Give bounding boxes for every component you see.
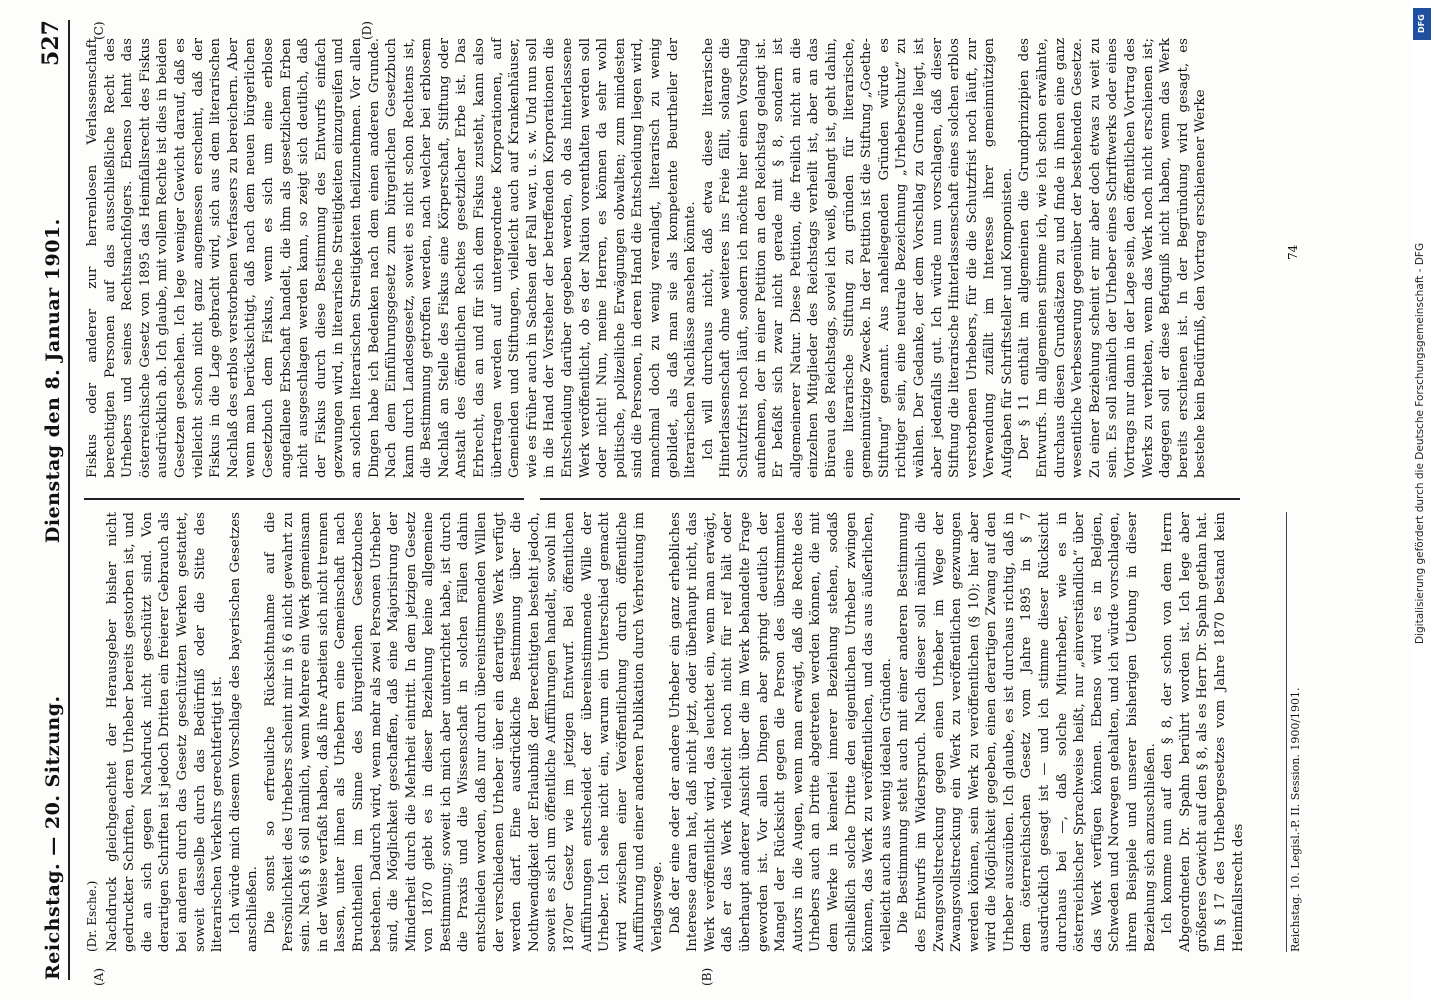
header-title: Reichstag. — 20. Sitzung. (42, 695, 64, 980)
header-date: Dienstag den 8. Januar 1901. (42, 218, 64, 544)
digitization-notice: Digitalisierung gefördert durch die Deutsche Forschungsgemeinschaft - DFG (1414, 242, 1426, 644)
page-header (24, 20, 70, 980)
dfg-logo: DFG (1413, 8, 1431, 40)
paragraph: Der § 11 enthält im allgemeinen die Grundprinzipien des Entwurfs. Im allgemeinen stimme ich, wie ich schon erwähnte, durchaus diesen Grundsätzen zu und finde in ihnen eine ganz wesentliche Verbesserung gegenüber der bestehenden Gesetze. Zu einer Beziehung scheint er mir aber doch etwas zu weit zu sein. Es soll nämlich der Urheber eines Schriftwerks oder eines Vortrags nur dann in der Lage sein, den öffentlichen Vortrag des Werks zu verbieten, wenn das Werk noch nicht erschienen ist; dagegen soll er diese Befugniß nicht haben, wenn das Werk bereits erschienen ist. In der Begründung wird gesagt, es bestehe kein Bedürfniß, den Vortrag erschienener Werke (1017, 38, 1209, 478)
paragraph: Ich will durchaus nicht, daß etwa diese literarische Hinterlassenschaft ohne weiteres ins Freie fällt, solange die Schutzfrist noch läuft, sondern ich möchte hier einen Vorschlag aufnehmen, der in einer Petition an den Reichstag gelangt ist. Er befaßt sich zwar nicht gerade mit § 8, sondern ist allgemeinerer Natur. Diese Petition, die freilich nicht an die einzelnen Mitglieder des Reichstags verheilt ist, aber an das Büreau des Reichstags, soviel ich weiß, gelangt ist, geht dahin, eine literarische Stiftung zu gründen für literarische, gemeinnützige Zwecke. In der Petition ist die Stiftung „Goethe-Stiftung“ genannt. Aus naheliegenden Gründen würde es richtiger sein, eine neutrale Bezeichnung „Urheberschutz“ zu wählen. Der Gedanke, der dem Vorschlag zu Grunde liegt, ist aber jedenfalls gut. Ich würde nun vorschlagen, daß dieser Stiftung die literarische Hinterlassenschaft eines solchen erblos verstorbenen Urhebers, für die die Schutzfrist noch läuft, zur Verwendung zufällt im Interesse ihrer gemeinnützigen Aufgaben für Schriftsteller und Komponisten. (700, 38, 1015, 478)
speaker-label: (Dr. Esche.) (85, 880, 99, 952)
left-column (84, 512, 1247, 952)
margin-marker-a: (A) (92, 967, 106, 986)
paragraph: Ich komme nun auf den § 8, der schon von dem Herrn Abgeordneten Dr. Spahn berührt worden ist. Ich lege aber größeres Gewicht auf den § 8, als es Herr Dr. Spahn gethan hat. Im § 17 des Urhebergesetzes vom Jahre 1870 bestand kein Heimfallsrecht des (1160, 512, 1246, 952)
paragraph: Die sonst so erfreuliche Rücksichtnahme auf die Persönlichkeit des Urhebers scheint mir in § 6 nicht gewahrt zu sein. Nach § 6 soll nämlich, wenn Mehrere ein Werk gemeinsam in der Weise verfaßt haben, daß ihre Arbeiten sich nicht trennen lassen, unter ihnen als Urhebern eine Gemeinschaft nach Bruchtheilen im Sinne des bürgerlichen Gesetzbuches bestehen. Dadurch wird, wenn mehr als zwei Personen Urheber sind, die Möglichkeit geschaffen, daß eine Majorisirung der Minderheit durch die Mehrheit eintritt. In dem jetzigen Gesetz von 1870 giebt es in dieser Beziehung keine allgemeine Bestimmung; soweit ich mich aber unterrichtet habe, ist durch die Praxis und die Wissenschaft in solchen Fällen dahin entschieden worden, daß nur durch übereinstimmenden Willen der verschiedenen Urheber über ein derartiges Werk verfügt werden darf. Eine ausdrückliche Bestimmung über die Nothwendigkeit der Erlaubniß der Berechtigten besteht jedoch, soweit es sich um öffentliche Aufführungen handelt, sowohl im 1870er Gesetz wie im jetzigen Entwurf. Bei öffentlichen Aufführungen entscheidet der übereinstimmende Wille der Urheber. Ich sehe nicht ein, warum ein Unterschied gemacht wird zwischen einer Veröffentlichung durch öffentliche Aufführung und einer anderen Publikation durch Verbreitung im Verlagswege. (262, 512, 665, 952)
margin-marker-d: (D) (360, 21, 374, 40)
margin-marker-b: (B) (700, 967, 714, 986)
paragraph: Fiskus oder anderer zur herrenlosen Verlassenschaft berechtigten Personen auf das ausschließliche Recht des Urhebers und seines Rechtsnachfolgers. Ebenso lehnt das österreichische Gesetz von 1895 das Heimfallsrecht des Fiskus ausdrücklich ab. Ich glaube, mit vollem Rechte ist dies in beiden Gesetzen geschehen. Ich lege weniger Gewicht darauf, daß es vielleicht schon nicht ganz angemessen erscheint, daß der Fiskus in die Lage gebracht wird, sich aus dem literarischen Nachlaß des erblos verstorbenen Verfassers zu bereichern. Aber wenn man berücksichtigt, daß nach dem neuen bürgerlichen Gesetzbuch dem Fiskus, wenn es sich um eine erblose angefallene Erbschaft handelt, die ihm als gesetzlichem Erben nicht ausgeschlagen werden kann, so zeigt sich deutlich, daß der Fiskus durch diese Bestimmung des Entwurfs einfach gezwungen wird, in literarische Streitigkeiten einzugreifen und an solchen literarischen Streitigkeiten theilzunehmen. Vor allen Dingen habe ich Bedenken nach dem einen anderen Grunde. Nach dem Einführungsgesetz zum bürgerlichen Gesetzbuch kann durch Landesgesetz, soweit es nicht schon Rechtens ist, die Bestimmung getroffen werden, nach welcher bei erblosem Nachlaß an Stelle des Fiskus eine Körperschaft, Stiftung oder Anstalt des öffentlichen Rechtes gesetzlicher Erbe ist. Das Erbrecht, das an und für sich dem Fiskus zusteht, kann also übertragen werden auf untergeordnete Korporationen, auf Gemeinden und Stiftungen, vielleicht auch auf Krankenhäuser, wie es früher auch in Sachsen der Fall war, u. s. w. Und nun soll in die Hand der Vorsteher der betreffenden Korporationen die Entscheidung darüber gegeben werden, ob das hinterlassene Werk veröffentlicht, ob es der Nation vorenthalten werden soll oder nicht! Nun, meine Herren, es können da sehr wohl politische, polizeiliche Erwägungen obwalten; zum mindesten sind die Personen, in deren Hand die Entscheidung liegen wird, manchmal doch zu wenig veranlagt, literarisch zu wenig gebildet, als daß man sie als kompetente Beurtheiler der literarischen Nachlässe ansehen könnte. (85, 38, 699, 478)
paragraph: Daß der eine oder der andere Urheber ein ganz erhebliches Interesse daran hat, daß nicht jetzt, oder überhaupt nicht, das Werk veröffentlicht wird, das leuchtet ein, wenn man erwägt, daß er das Werk vielleicht noch nicht für reif hält oder überhaupt anderer Ansicht über die im Werk behandelte Frage geworden ist. Vor allen Dingen aber springt deutlich der Mangel der Rücksicht gegen die Person des überstimmten Autors in die Augen, wenn man erwägt, daß die Rechte des Urhebers auch an Dritte abgetreten werden können, die mit dem Werke in keinerlei innerer Beziehung stehen, sodaß schließlich solche Dritte den eigentlichen Urheber zwingen können, das Werk zu veröffentlichen, und das aus äußerlichen, vielleicht auch aus wenig idealen Gründen. (667, 512, 894, 952)
page-number: 527 (38, 20, 64, 66)
column-divider (84, 498, 524, 500)
sheet-number: 74 (1286, 244, 1300, 260)
page-footer: Reichstag. 10. Legisl.-P. II. Session. 1900/1901. (1286, 512, 1302, 952)
paragraph: Nachdruck gleichgeachtet der Herausgeber bisher nicht gedruckter Schriften, deren Urheber bereits gestorben ist, und die an sich gegen Nachdruck nicht geschützt sind. Von derartigen Schriften ist jedoch Dritten ein freierer Gebrauch als bei anderen durch das Gesetz geschützten Werken gestattet, soweit dasselbe durch das Bedürfniß oder die Sitte des literarischen Verkehrs gerechtfertigt ist. (104, 512, 226, 952)
right-column (84, 38, 1210, 478)
paragraph: Ich würde mich diesem Vorschlage des bayerischen Gesetzes anschließen. (227, 512, 261, 952)
margin-marker-c: (C) (92, 21, 106, 40)
column-divider (540, 498, 1240, 500)
paragraph: Die Bestimmung steht auch mit einer anderen Bestimmung des Entwurfs im Widerspruch. Nach dieser soll nämlich die Zwangsvollstreckung gegen einen Urheber im Wege der Zwangsvollstreckung ein Werk zu veröffentlichen gezwungen werden können, sein Werk zu veröffentlichen (§ 10); hier aber wird die Möglichkeit gegeben, einen derartigen Zwang auf den Urheber auszuüben. Ich glaube, es ist durchaus richtig, daß in dem österreichischen Gesetz vom Jahre 1895 in § 7 ausdrücklich gesagt ist — und ich stimme dieser Rücksicht durchaus bei —, daß solche Miturheber, wie es in österreichischer Sprachweise heißt, nur „einverständlich“ über das Werk verfügen können. Ebenso wird es in Belgien, Schweden und Norwegen gehalten, und ich würde vorschlagen, ihrem Beispiele und unserer bisherigen Uebung in dieser Beziehung sich anzuschließen. (896, 512, 1158, 952)
